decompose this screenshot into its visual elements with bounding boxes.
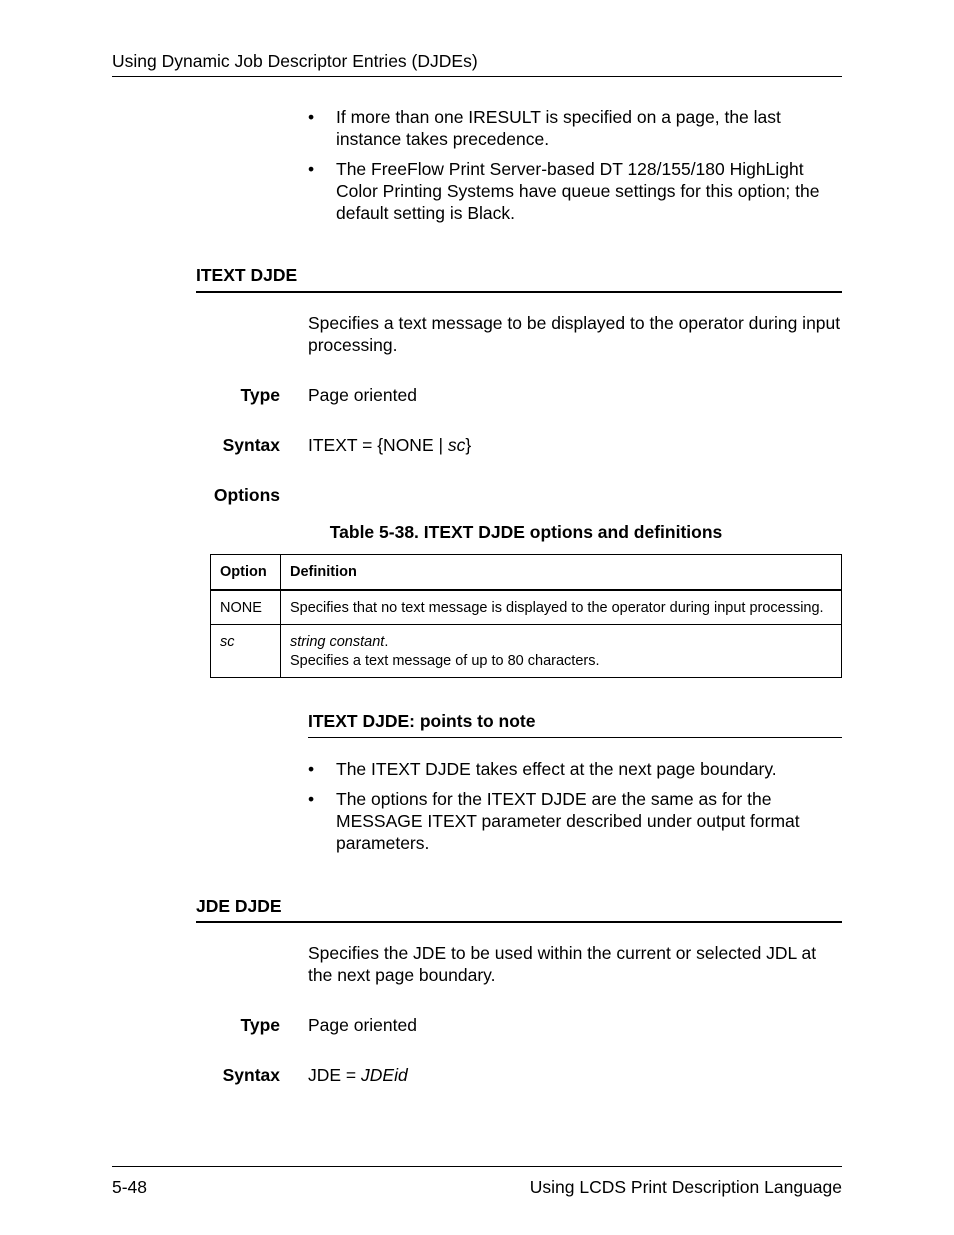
type-value: Page oriented <box>308 1015 417 1035</box>
book-title: Using LCDS Print Description Language <box>529 1177 842 1197</box>
list-item <box>308 158 842 224</box>
syntax-suffix: } <box>465 435 472 455</box>
table-cell-definition <box>281 625 842 678</box>
definition-term: string constant <box>290 634 385 650</box>
table-cell-option: sc <box>211 625 281 678</box>
syntax-prefix: ITEXT = {NONE | <box>308 435 448 455</box>
syntax-param: sc <box>447 435 466 455</box>
notes-bullet-list <box>308 758 842 862</box>
notes-heading: ITEXT DJDE: points to note <box>308 711 536 731</box>
table-header-option: Option <box>211 555 281 591</box>
bullet-marker: • <box>308 759 315 779</box>
page-number: 5-48 <box>112 1177 148 1197</box>
syntax-label: Syntax <box>222 435 280 455</box>
bullet-marker: • <box>308 159 315 179</box>
type-label: Type <box>240 1015 280 1035</box>
table-header-definition: Definition <box>281 555 842 591</box>
notes-rule <box>308 737 842 738</box>
bullet-text: If more than one IRESULT is specified on a page, the last instance takes precedence. <box>336 107 781 149</box>
table-caption: Table 5-38. ITEXT DJDE options and definitions <box>329 522 723 542</box>
list-item <box>308 758 842 780</box>
footer-rule <box>112 1166 842 1167</box>
definition-text: Specifies a text message of up to 80 characters. <box>290 653 600 669</box>
list-item <box>308 788 842 854</box>
type-value: Page oriented <box>308 385 417 405</box>
running-header: Using Dynamic Job Descriptor Entries (DJDEs) <box>112 51 478 71</box>
top-bullet-list <box>308 106 842 232</box>
bullet-marker: • <box>308 789 315 809</box>
section-heading-itext: ITEXT DJDE <box>196 265 298 285</box>
definition-term-tail: . <box>384 634 389 650</box>
syntax-value <box>308 435 471 456</box>
header-rule <box>112 76 842 77</box>
bullet-marker: • <box>308 107 315 127</box>
table-cell-option: NONE <box>211 590 281 625</box>
table-row <box>211 625 842 678</box>
itext-description: Specifies a text message to be displayed to the operator during input processing. <box>308 313 841 355</box>
options-table <box>210 554 842 678</box>
table-header-row <box>211 555 842 591</box>
section-rule <box>196 291 842 293</box>
options-label: Options <box>213 485 280 505</box>
type-label: Type <box>240 385 280 405</box>
bullet-text: The ITEXT DJDE takes effect at the next page boundary. <box>336 759 777 779</box>
table-row <box>211 590 842 625</box>
syntax-prefix: JDE = <box>308 1065 362 1085</box>
syntax-label: Syntax <box>222 1065 280 1085</box>
table-cell-definition: Specifies that no text message is displayed to the operator during input processing. <box>281 590 842 625</box>
bullet-text: The FreeFlow Print Server-based DT 128/155/180 HighLight Color Printing Systems have queue settings for this option; the default setting is Black. <box>336 159 820 223</box>
syntax-param: JDEid <box>361 1065 408 1085</box>
list-item <box>308 106 842 150</box>
syntax-value <box>308 1065 408 1086</box>
bullet-text: The options for the ITEXT DJDE are the same as for the MESSAGE ITEXT parameter described under output format parameters. <box>336 789 800 853</box>
section-heading-jde: JDE DJDE <box>196 896 282 916</box>
jde-description: Specifies the JDE to be used within the current or selected JDL at the next page boundary. <box>308 943 817 985</box>
section-rule <box>196 921 842 923</box>
